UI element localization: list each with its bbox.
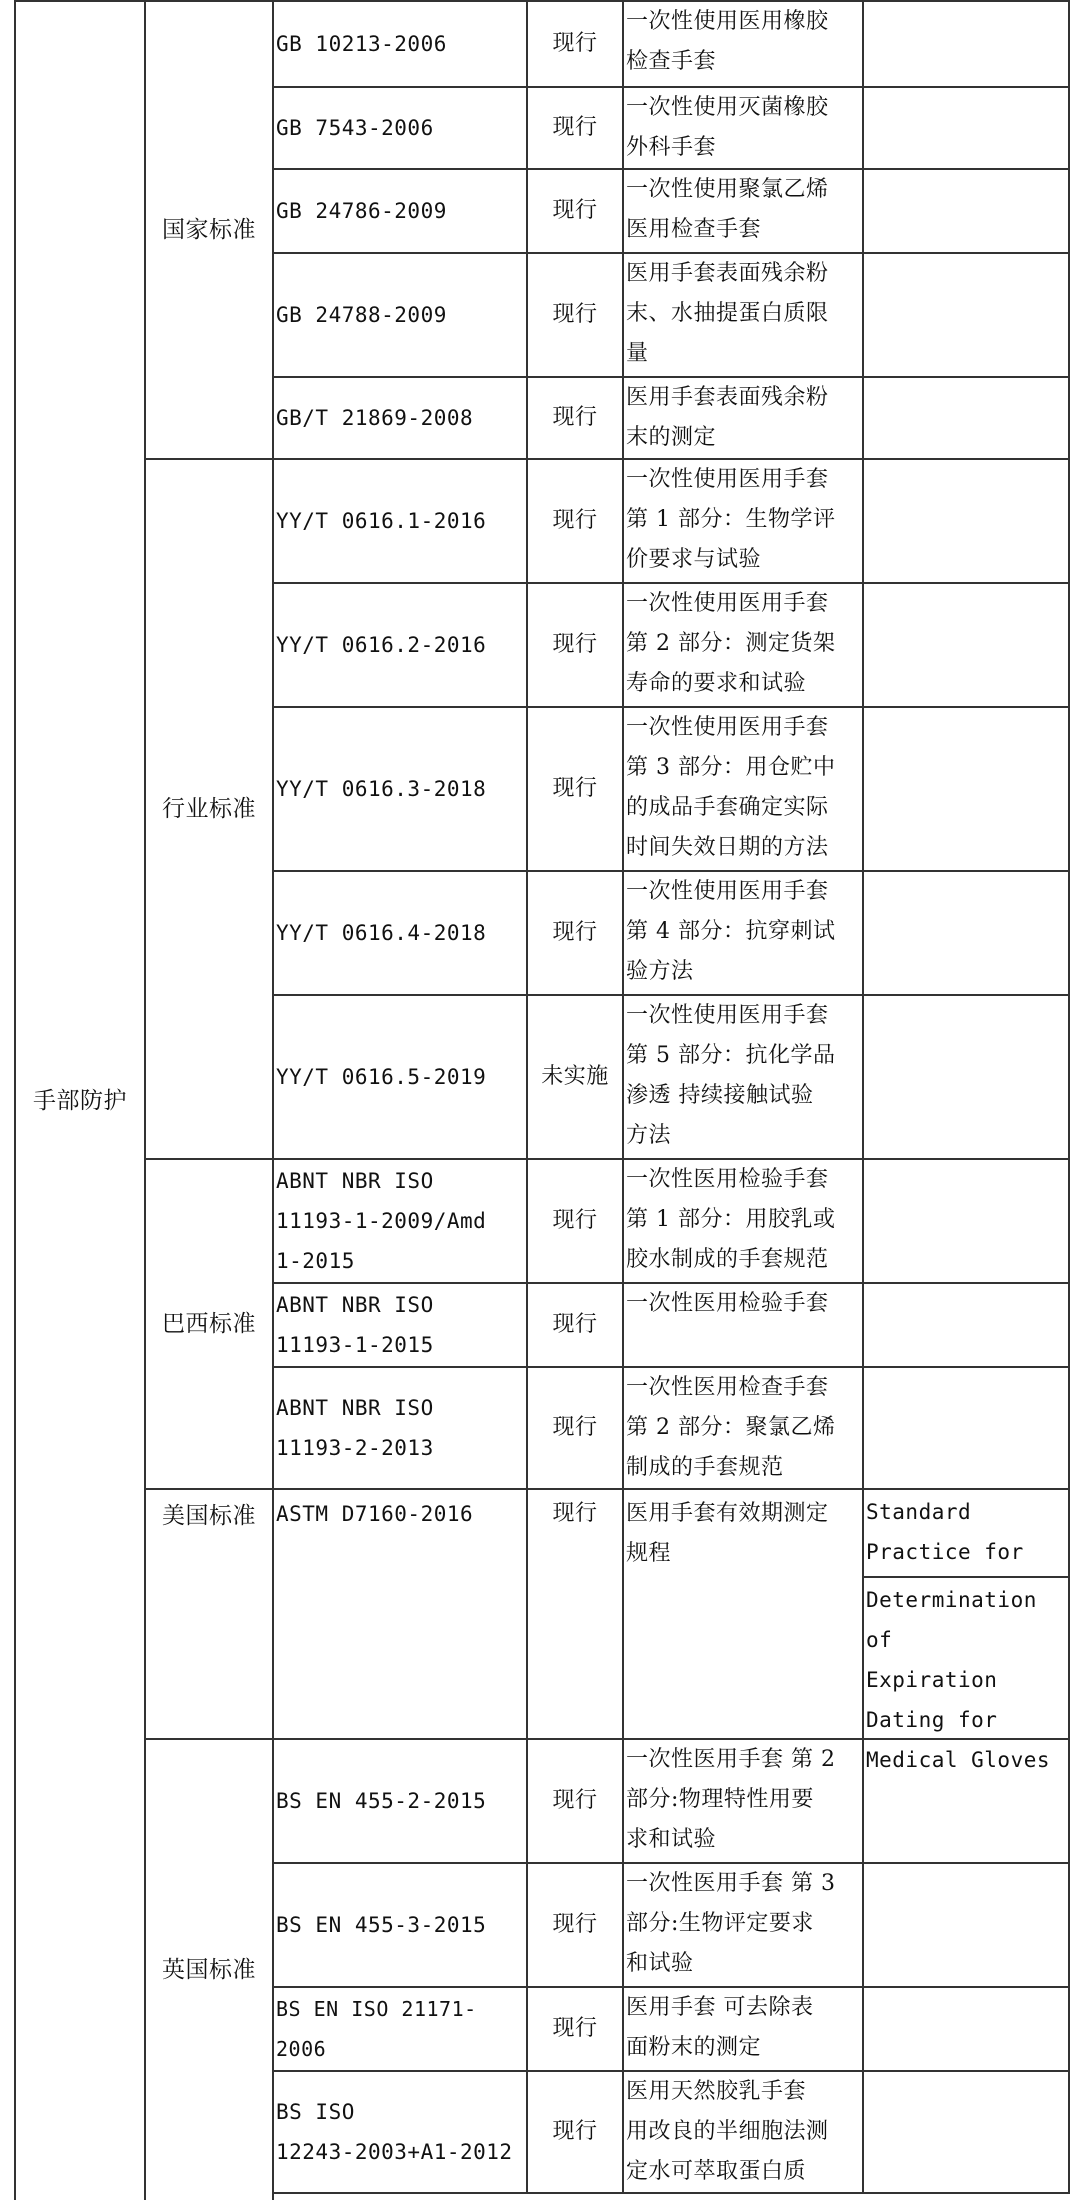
standard-name: 一次性使用医用橡胶 检查手套 [624,0,864,88]
standard-name: 一次性医用手套 第 3 部分:生物评定要求 和试验 [624,1864,864,1988]
group-cell-usa [146,1490,274,1740]
standard-name: 一次性医用检验手套 第 1 部分：用胶乳或 胶水制成的手套规范 [624,1160,864,1284]
status-cell: 现行 [528,1284,624,1368]
category-label: 手部防护 [33,1088,127,1114]
group-cell-national [146,0,274,460]
standard-name: 一次性医用检查手套 第 2 部分：聚氯乙烯 制成的手套规范 [624,1368,864,1490]
note-cell [864,1284,1070,1368]
note-cell [864,708,1070,872]
standard-code: BS EN 455-2-2015 [274,1740,528,1864]
note-cell [864,1864,1070,1988]
status-cell: 现行 [528,460,624,584]
note-cell [864,872,1070,996]
group-label: 行业标准 [162,796,256,822]
category-cell [14,0,146,2200]
standard-code: YY/T 0616.2-2016 [274,584,528,708]
status-cell: 现行 [528,378,624,460]
note-cell [864,584,1070,708]
standard-name: 一次性使用灭菌橡胶 外科手套 [624,88,864,170]
standard-code: ABNT NBR ISO 11193-1-2015 [274,1284,528,1368]
status-cell: 现行 [528,254,624,378]
status-cell: 现行 [528,88,624,170]
note-cell [864,1490,1070,1772]
status-cell: 现行 [528,0,624,88]
standard-code: YY/T 0616.3-2018 [274,708,528,872]
note-cell [864,254,1070,378]
note-cell [864,0,1070,88]
group-label: 美国标准 [162,1503,256,1529]
standard-code: BS EN 455-3-2015 [274,1864,528,1988]
status-cell: 现行 [528,872,624,996]
note-cell [864,1988,1070,2072]
standard-name: 一次性使用医用手套 第 2 部分：测定货架 寿命的要求和试验 [624,584,864,708]
note-cell [864,1368,1070,1490]
status-cell: 未实施 [528,996,624,1160]
standard-code: GB 10213-2006 [274,0,528,88]
note-cell [864,2072,1070,2194]
standard-name: 医用天然胶乳手套 用改良的半细胞法测 定水可萃取蛋白质 [624,2072,864,2194]
note-cell [864,88,1070,170]
standard-name: 一次性使用医用手套 第 3 部分：用仓贮中 的成品手套确定实际 时间失效日期的方法 [624,708,864,872]
standard-code: GB 24786-2009 [274,170,528,254]
note-cell [864,1740,1070,1864]
group-cell-industry [146,460,274,1160]
standard-code: BS ISO 12243-2003+A1-2012 [274,2072,528,2194]
note-cell [864,1160,1070,1284]
standard-code: GB/T 21869-2008 [274,378,528,460]
english-title-top: Standard Practice for [864,1490,1068,1578]
status-cell: 现行 [528,2072,624,2194]
standard-name: 一次性医用手套 第 2 部分:物理特性用要 求和试验 [624,1740,864,1864]
note-cell [864,378,1070,460]
group-cell-brazil [146,1160,274,1490]
group-label: 英国标准 [162,1957,256,1983]
group-cell-uk [146,1740,274,2200]
group-label: 国家标准 [162,217,256,243]
standard-code: ABNT NBR ISO 11193-1-2009/Amd 1-2015 [274,1160,528,1284]
standard-code: ABNT NBR ISO 11193-2-2013 [274,1368,528,1490]
standard-code: GB 7543-2006 [274,88,528,170]
status-cell: 现行 [528,170,624,254]
status-cell: 现行 [528,1740,624,1864]
standard-name: 一次性使用医用手套 第 5 部分：抗化学品 渗透 持续接触试验 方法 [624,996,864,1160]
standard-name: 医用手套 可去除表 面粉末的测定 [624,1988,864,2072]
standard-name: 医用手套表面残余粉 末、水抽提蛋白质限 量 [624,254,864,378]
status-cell: 现行 [528,1988,624,2072]
group-label: 巴西标准 [162,1311,256,1337]
standard-name: 一次性使用医用手套 第 4 部分：抗穿刺试 验方法 [624,872,864,996]
status-cell: 现行 [528,584,624,708]
status-cell: 现行 [528,1160,624,1284]
note-cell [864,170,1070,254]
standard-name: 医用手套有效期测定 规程 [624,1490,864,1740]
standard-name: 一次性使用聚氯乙烯 医用检查手套 [624,170,864,254]
standard-name: 一次性医用检验手套 [624,1284,864,1368]
status-cell: 现行 [528,1490,624,1740]
standard-code: YY/T 0616.5-2019 [274,996,528,1160]
note-cell [864,460,1070,584]
standard-name: 医用手套表面残余粉 末的测定 [624,378,864,460]
note-cell [864,996,1070,1160]
standard-name: 一次性使用医用手套 第 1 部分：生物学评 价要求与试验 [624,460,864,584]
standard-code: YY/T 0616.1-2016 [274,460,528,584]
status-cell: 现行 [528,1864,624,1988]
standard-code: BS EN ISO 21171-2006 [274,1988,528,2072]
status-cell: 现行 [528,708,624,872]
standard-code: YY/T 0616.4-2018 [274,872,528,996]
standard-code: GB 24788-2009 [274,254,528,378]
standard-code: ASTM D7160-2016 [274,1490,528,1740]
english-title-bottom: Determination of Expiration Dating for Medical Gloves [866,1588,1051,1772]
status-cell: 现行 [528,1368,624,1490]
